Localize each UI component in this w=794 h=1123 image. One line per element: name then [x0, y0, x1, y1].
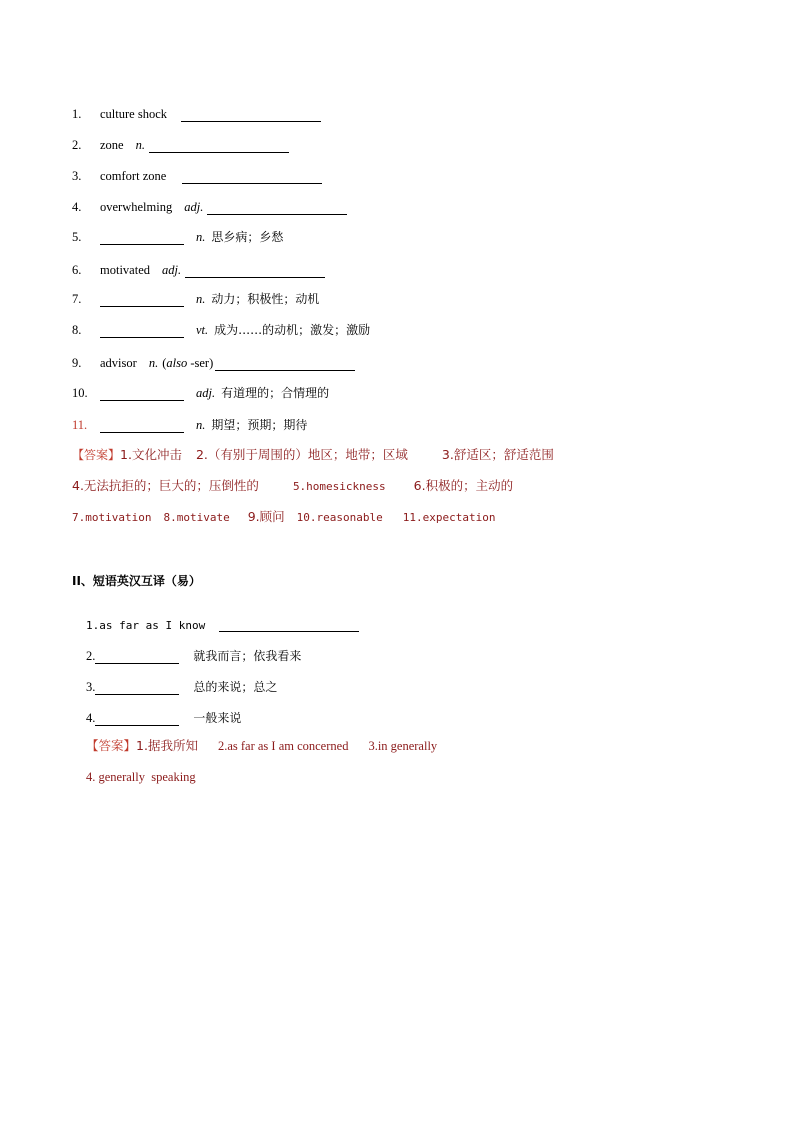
- part-of-speech: vt.: [196, 323, 209, 337]
- vocab-item-5: [72, 225, 283, 245]
- answer-blank[interactable]: [100, 386, 184, 401]
- answer-item: 3.in generally: [368, 739, 438, 753]
- item-term: overwhelming: [100, 200, 173, 214]
- item-meaning: 有道理的；合情理的: [221, 386, 330, 400]
- part-of-speech: adj.: [184, 200, 204, 214]
- vocab-item-7: [72, 287, 319, 307]
- vocab-answers-line-2: [72, 477, 513, 496]
- vocab-item-9: [72, 351, 355, 371]
- answer-item: 9.顾问: [247, 509, 285, 524]
- phrase-answers-line-1: [86, 737, 437, 755]
- item-meaning: 就我而言；依我看来: [193, 649, 302, 663]
- item-number: 1.: [72, 107, 82, 121]
- item-number: 2.: [86, 649, 96, 663]
- vocab-item-4: [72, 195, 347, 215]
- answer-blank[interactable]: [100, 230, 184, 245]
- answer-blank[interactable]: [185, 263, 325, 278]
- phrase-item-3: [86, 675, 277, 695]
- vocab-answers-line-1: [72, 446, 554, 464]
- part-of-speech: n.: [148, 356, 159, 370]
- item-number: 4.: [86, 711, 96, 725]
- item-number: 10.: [72, 386, 88, 400]
- answer-blank[interactable]: [207, 200, 347, 215]
- answer-item: 6.积极的；主动的: [413, 478, 514, 493]
- item-number: 8.: [72, 323, 82, 337]
- answer-item: 5.homesickness: [292, 480, 386, 493]
- item-meaning: 成为……的动机；激发；激励: [214, 323, 371, 337]
- item-meaning: 期望；预期；期待: [211, 418, 308, 432]
- answer-blank[interactable]: [181, 107, 321, 122]
- answer-blank[interactable]: [100, 323, 184, 338]
- phrase-item-4: [86, 706, 241, 726]
- item-term: motivated: [100, 263, 150, 277]
- part-of-speech: adj.: [162, 263, 182, 277]
- part-of-speech: n.: [196, 292, 206, 306]
- vocab-item-11: [72, 413, 307, 433]
- answer-item: 1.据我所知: [136, 738, 198, 753]
- item-term: culture shock: [100, 107, 167, 121]
- answer-tag: 【答案】: [72, 448, 121, 462]
- answer-tag: 【答案】: [86, 738, 137, 753]
- phrase-item-1: [86, 612, 359, 632]
- item-number: 2.: [72, 138, 82, 152]
- item-number: 7.: [72, 292, 82, 306]
- vocab-item-8: [72, 318, 370, 338]
- answer-item: 7.motivation: [72, 511, 152, 524]
- item-meaning: 动力；积极性；动机: [211, 292, 320, 306]
- section-title: II、短语英汉互译（易）: [72, 574, 201, 588]
- vocab-answers-line-3: [72, 508, 495, 527]
- answer-blank[interactable]: [215, 356, 355, 371]
- phrase-item-2: [86, 644, 301, 664]
- item-number: 6.: [72, 263, 82, 277]
- answer-blank[interactable]: [182, 169, 322, 184]
- item-number: 1.: [86, 619, 100, 632]
- item-number: 3.: [72, 169, 82, 183]
- answer-item: 4.无法抗拒的；巨大的；压倒性的: [72, 478, 259, 493]
- part-of-speech: n.: [135, 138, 145, 152]
- part-of-speech: n.: [196, 418, 206, 432]
- item-number: 9.: [72, 356, 82, 370]
- vocab-item-1: [72, 102, 321, 122]
- item-number: 5.: [72, 230, 82, 244]
- answer-item: 10.reasonable: [296, 511, 383, 524]
- alt-spelling-note: (also -ser): [162, 356, 214, 370]
- answer-blank[interactable]: [95, 680, 179, 695]
- answer-item: 1.文化冲击: [120, 447, 182, 462]
- answer-item: 8.motivate: [163, 511, 230, 524]
- vocab-item-10: [72, 381, 329, 401]
- item-term: comfort zone: [100, 169, 167, 183]
- item-meaning: 思乡病；乡愁: [211, 230, 284, 244]
- item-number: 11.: [72, 418, 88, 432]
- item-term: advisor: [100, 356, 137, 370]
- answer-blank[interactable]: [95, 649, 179, 664]
- item-meaning: 总的来说；总之: [193, 680, 278, 694]
- item-term: zone: [100, 138, 124, 152]
- answer-item: 4. generally speaking: [86, 770, 196, 784]
- answer-blank[interactable]: [100, 292, 184, 307]
- phrase-answers-line-2: [86, 768, 196, 786]
- part-of-speech: adj.: [196, 386, 216, 400]
- answer-item: 3.舒适区；舒适范围: [441, 447, 554, 462]
- vocab-item-2: [72, 133, 289, 153]
- item-meaning: 一般来说: [193, 711, 242, 725]
- item-phrase: as far as I know: [99, 619, 206, 632]
- answer-item: 2.（有别于周围的）地区；地带；区域: [195, 447, 408, 462]
- answer-blank[interactable]: [100, 418, 184, 433]
- item-number: 3.: [86, 680, 96, 694]
- answer-blank[interactable]: [95, 711, 179, 726]
- answer-item: 11.expectation: [402, 511, 496, 524]
- answer-blank[interactable]: [149, 138, 289, 153]
- item-number: 4.: [72, 200, 82, 214]
- vocab-item-3: [72, 164, 322, 184]
- answer-item: 2.as far as I am concerned: [217, 739, 349, 753]
- answer-blank[interactable]: [219, 617, 359, 632]
- vocab-item-6: [72, 258, 325, 278]
- part-of-speech: n.: [196, 230, 206, 244]
